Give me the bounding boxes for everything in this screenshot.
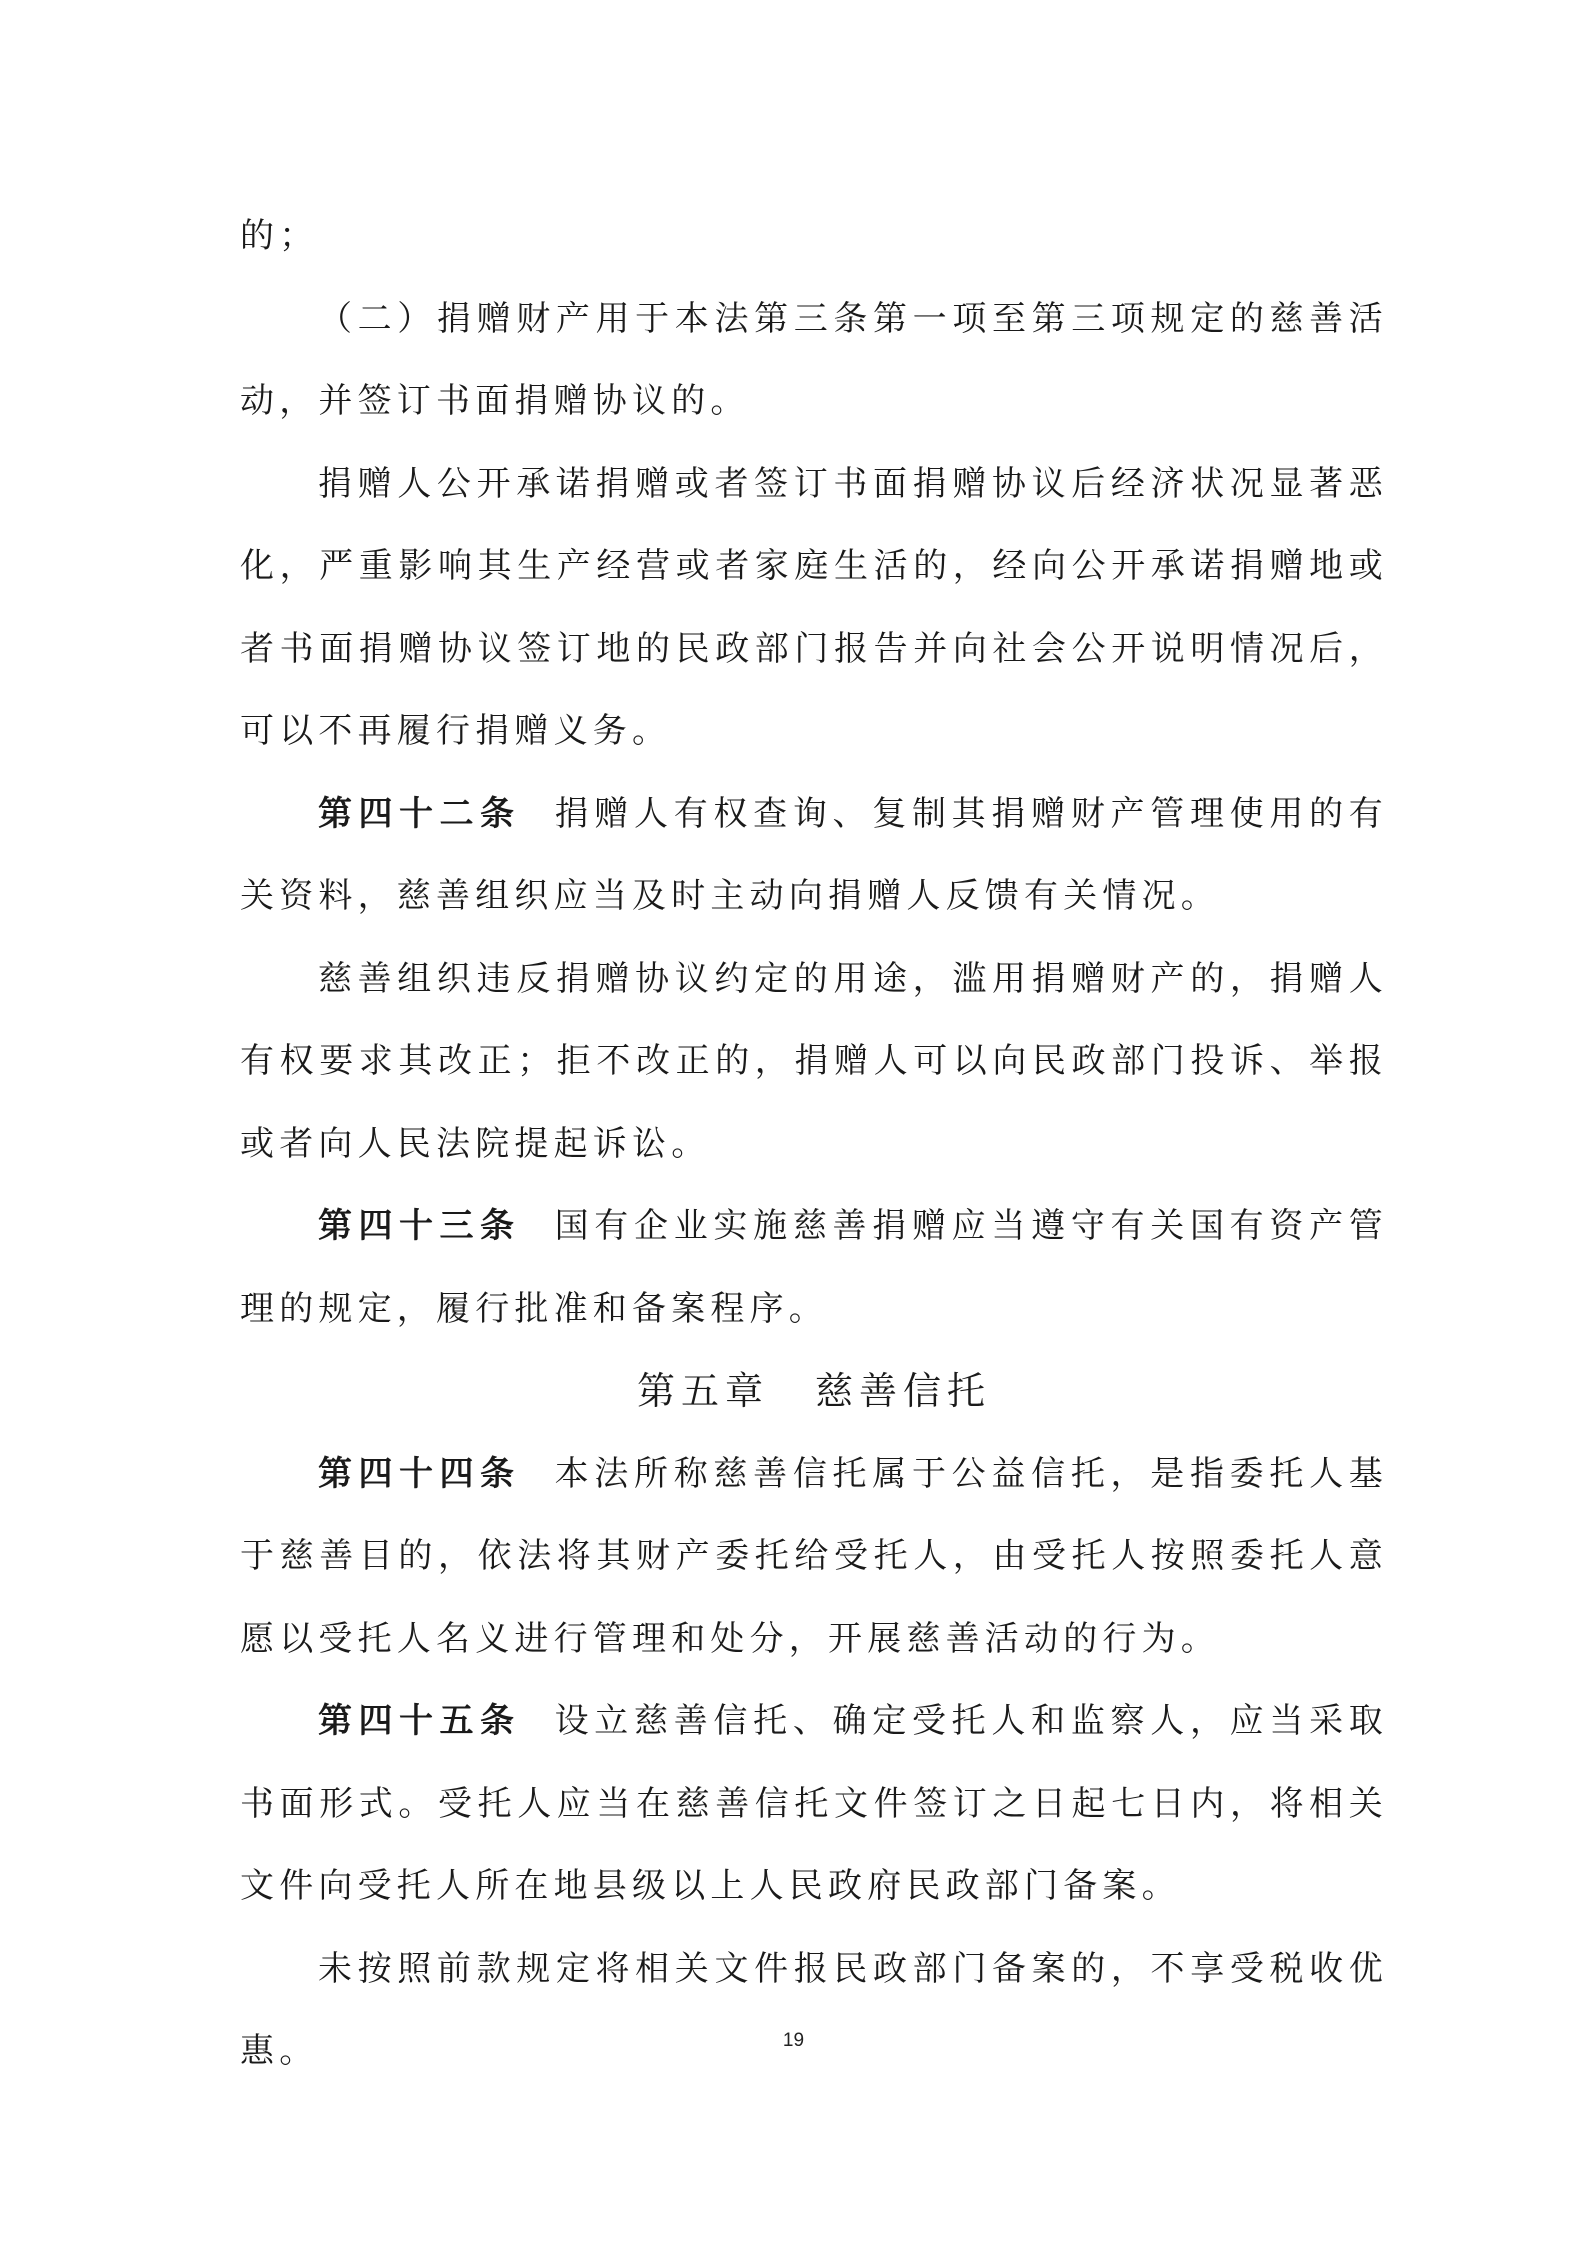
article-44-text: 本法所称慈善信托属于公益信托，是指委托人基于慈善目的，依法将其财产委托给受托人，由受托人按照委托人意愿以受托人名义进行管理和处分，开展慈善活动的行为。	[240, 1453, 1388, 1659]
article-43-text: 国有企业实施慈善捐赠应当遵守有关国有资产管理的规定，履行批准和备案程序。	[240, 1206, 1388, 1329]
paragraph-continuation: 的；	[240, 216, 319, 256]
article-45-heading: 第四十五条	[318, 1701, 521, 1741]
paragraph-donor-hardship: 捐赠人公开承诺捐赠或者签订书面捐赠协议后经济状况显著恶化，严重影响其生产经营或者家庭生活的，经向公开承诺捐赠地或者书面捐赠协议签订地的民政部门报告并向社会公开说明情况后，可以不再履行捐赠义务。	[240, 463, 1388, 751]
paragraph-item-two: （二）捐赠财产用于本法第三条第一项至第三项规定的慈善活动，并签订书面捐赠协议的。	[240, 298, 1388, 421]
article-44-heading: 第四十四条	[318, 1453, 521, 1494]
article-43-heading: 第四十三条	[318, 1206, 521, 1246]
article-42-text: 捐赠人有权查询、复制其捐赠财产管理使用的有关资料，慈善组织应当及时主动向捐赠人反馈有关情况。	[240, 793, 1388, 916]
paragraph-donor-remedy: 慈善组织违反捐赠协议约定的用途，滥用捐赠财产的，捐赠人有权要求其改正；拒不改正的，捐赠人可以向民政部门投诉、举报或者向人民法院提起诉讼。	[240, 958, 1388, 1164]
article-45-text: 设立慈善信托、确定受托人和监察人，应当采取书面形式。受托人应当在慈善信托文件签订之日起七日内，将相关文件向受托人所在地县级以上人民政府民政部门备案。	[240, 1701, 1388, 1906]
chapter-heading	[240, 1350, 1388, 1433]
article-43	[240, 1185, 1388, 1350]
article-44	[240, 1433, 1388, 1681]
paragraph-tax-exclusion: 未按照前款规定将相关文件报民政部门备案的，不享受税收优惠。	[240, 1948, 1388, 2071]
article-42	[240, 773, 1388, 938]
article-45	[240, 1680, 1388, 1928]
chapter-number: 第五章	[636, 1369, 769, 1413]
chapter-title: 慈善信托	[815, 1369, 992, 1413]
article-42-heading: 第四十二条	[318, 793, 521, 834]
document-body	[240, 195, 1388, 2093]
page-number: 19	[782, 2030, 805, 2051]
